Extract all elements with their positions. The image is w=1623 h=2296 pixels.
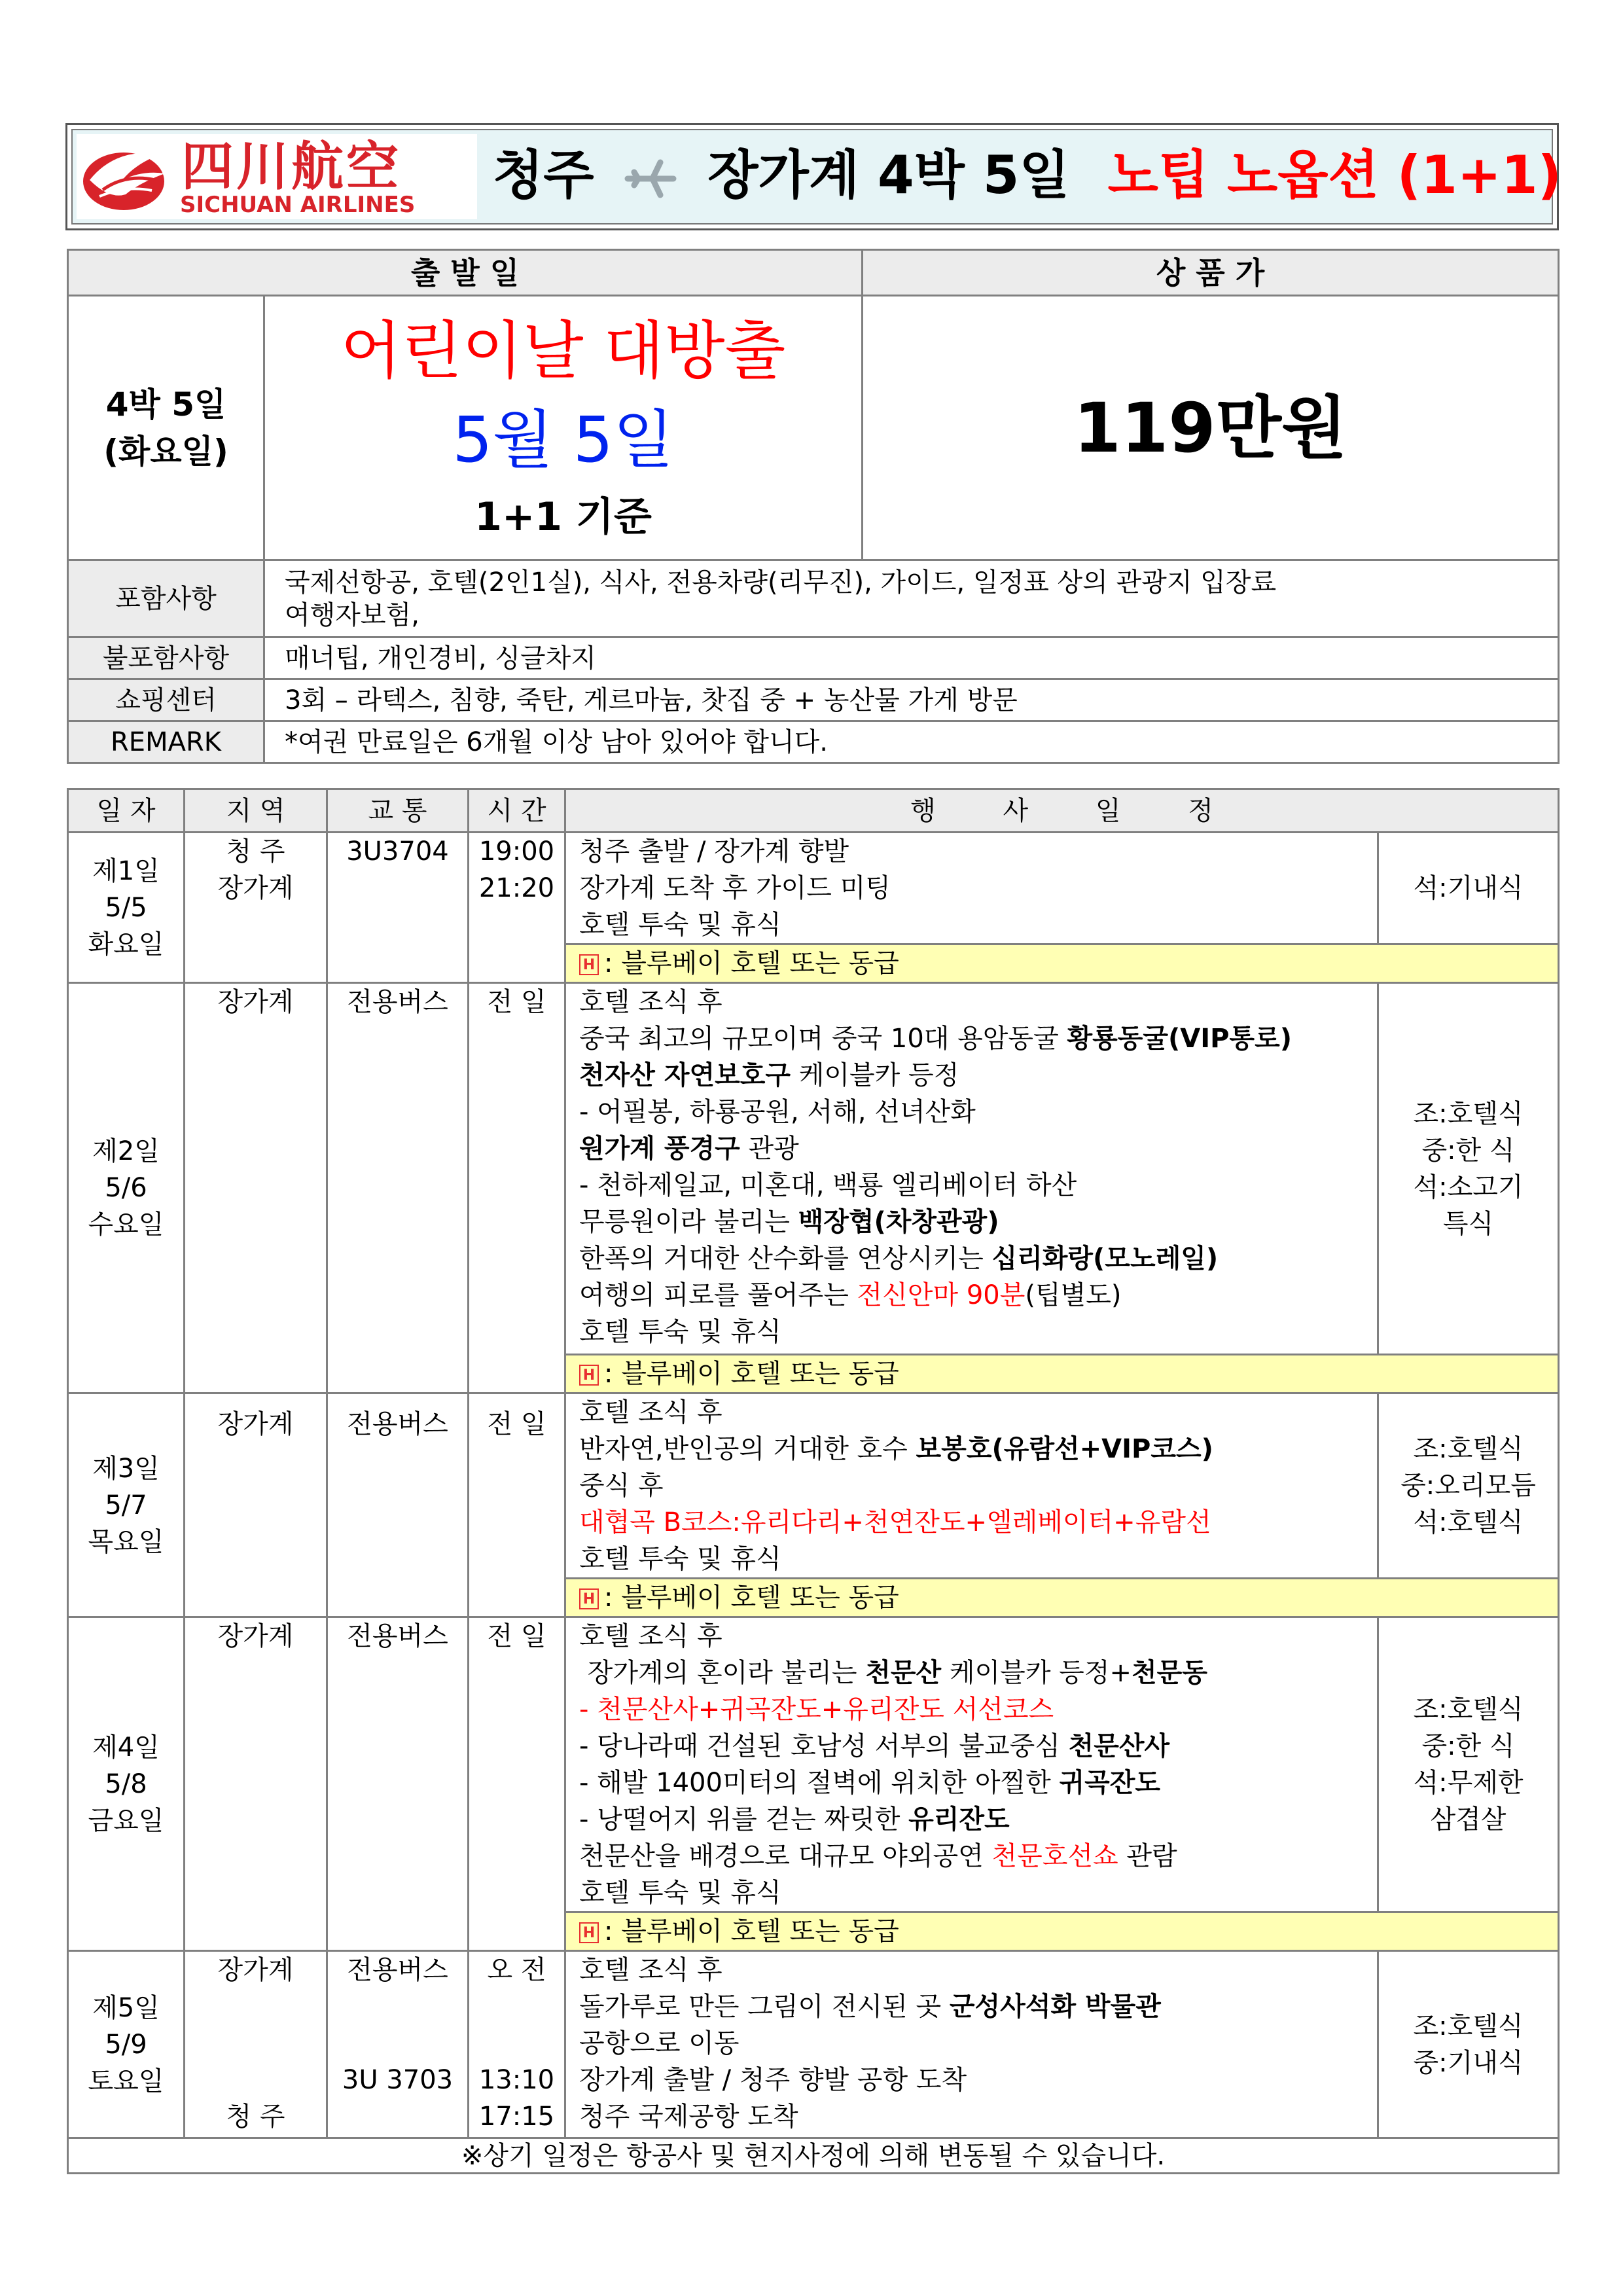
hotel-icon: H xyxy=(579,1588,599,1609)
day1-time-cell: 19:00 21:20 xyxy=(469,833,565,983)
day3-time-cell: 전 일 xyxy=(469,1393,565,1617)
footer-note: ※상기 일정은 항공사 및 현지사정에 의해 변동될 수 있습니다. xyxy=(68,2138,1559,2174)
page-title xyxy=(493,139,1561,211)
day3-region-cell: 장가계 xyxy=(185,1393,327,1617)
day5-region-cell: 장가계 청 주 xyxy=(185,1951,327,2138)
day1-meals-cell: 석:기내식 xyxy=(1378,833,1559,944)
info-table xyxy=(67,249,1560,764)
price-value: 119만원 xyxy=(1073,387,1347,468)
basis-text: 1+1 기준 xyxy=(474,493,652,540)
departure-date: 5월 5일 xyxy=(452,403,674,476)
col-header-date: 일 자 xyxy=(68,789,185,833)
day2-region-cell: 장가계 xyxy=(185,983,327,1393)
promo-text: 어린이날 대방출 xyxy=(340,314,786,387)
hotel-icon: H xyxy=(579,954,599,975)
title-destination: 장가계 4박 5일 xyxy=(707,145,1070,206)
remark-cell: *여권 만료일은 6개월 이상 남아 있어야 합니다. xyxy=(264,721,1559,763)
duration-cell xyxy=(68,296,264,560)
day3-hotel-row: H : 블루베이 호텔 또는 동급 xyxy=(565,1579,1559,1617)
col-header-region: 지 역 xyxy=(185,789,327,833)
logo-chinese-text: 四川航空 xyxy=(181,135,401,197)
included-line-1: 국제선항공, 호텔(2인1실), 식사, 전용차량(리무진), 가이드, 일정표 상의 관광지 입장료 xyxy=(285,567,1277,598)
day2-date-cell: 제2일 5/6 수요일 xyxy=(68,983,185,1393)
day4-itinerary-cell: 호텔 조식 후 장가계의 혼이라 불리는 천문산 케이블카 등정+천문동 - 천문산사+귀곡잔도+유리잔도 서선코스 - 당나라때 건설된 호남성 서부의 불교중심 천문산사 - 해발 1400미터의 절벽에 위치한 아찔한 귀곡잔도 - 낭떨어지 위를 걷는 짜릿한 유리잔도 천문산을 배경으로 대규모 야외공연 천문호선쇼 관람 호텔 투숙 및 휴식 xyxy=(565,1617,1378,1912)
day5-transport-cell: 전용버스 3U 3703 xyxy=(327,1951,469,2138)
col-header-transport: 교 통 xyxy=(327,789,469,833)
included-cell xyxy=(264,560,1559,637)
day4-time-cell: 전 일 xyxy=(469,1617,565,1951)
col-header-itinerary: 행 사 일 정 xyxy=(565,789,1559,833)
day4-meals-cell: 조:호텔식 중:한 식 석:무제한 삼겹살 xyxy=(1378,1617,1559,1912)
duration-text: 4박 5일 xyxy=(105,385,226,423)
logo-english-text: SICHUAN AIRLINES xyxy=(180,192,416,218)
day1-itinerary-cell: 청주 출발 / 장가계 향발 장가계 도착 후 가이드 미팅 호텔 투숙 및 휴식 xyxy=(565,833,1378,944)
title-origin: 청주 xyxy=(493,145,594,206)
day1-transport-cell: 3U3704 xyxy=(327,833,469,983)
col-header-time: 시 간 xyxy=(469,789,565,833)
airplane-icon xyxy=(621,139,680,211)
day3-itinerary-cell: 호텔 조식 후 반자연,반인공의 거대한 호수 보봉호(유람선+VIP코스) 중식 후 대협곡 B코스:유리다리+천연잔도+엘레베이터+유람선 호텔 투숙 및 휴식 xyxy=(565,1393,1378,1579)
included-line-2: 여행자보험, xyxy=(285,600,419,630)
shopping-label-cell: 쇼핑센터 xyxy=(68,679,264,721)
day2-itinerary-cell: 호텔 조식 후 중국 최고의 규모이며 중국 10대 용암동굴 황룡동굴(VIP통로) 천자산 자연보호구 케이블카 등정 - 어필봉, 하룡공원, 서해, 선녀산화 원가계 풍경구 관광 - 천하제일교, 미혼대, 백룡 엘리베이터 하산 무릉원이라 불리는 백장협(차창관광) 한폭의 거대한 산수화를 연상시키는 십리화랑(모노레일) 여행의 피로를 풀어주는 전신안마 90분(팁별도) 호텔 투숙 및 휴식 xyxy=(565,983,1378,1355)
day5-itinerary-cell: 호텔 조식 후 돌가루로 만든 그림이 전시된 곳 군성사석화 박물관 공항으로 이동 장가계 출발 / 청주 향발 공항 도착 청주 국제공항 도착 xyxy=(565,1951,1378,2138)
day2-meals-cell: 조:호텔식 중:한 식 석:소고기 특식 xyxy=(1378,983,1559,1355)
day4-hotel-row: H : 블루베이 호텔 또는 동급 xyxy=(565,1912,1559,1951)
day4-date-cell: 제4일 5/8 금요일 xyxy=(68,1617,185,1951)
day2-hotel-row: H : 블루베이 호텔 또는 동급 xyxy=(565,1355,1559,1393)
title-highlight: 노팁 노옵션 (1+1) xyxy=(1107,145,1562,206)
departure-header: 출 발 일 xyxy=(68,250,863,296)
included-label-cell: 포함사항 xyxy=(68,560,264,637)
day5-date-cell: 제5일 5/9 토요일 xyxy=(68,1951,185,2138)
hotel-icon: H xyxy=(579,1922,599,1943)
remark-label-cell: REMARK xyxy=(68,721,264,763)
price-header: 상 품 가 xyxy=(863,250,1559,296)
phoenix-logo-icon xyxy=(77,134,175,219)
excluded-cell: 매너팁, 개인경비, 싱글차지 xyxy=(264,637,1559,679)
day5-meals-cell: 조:호텔식 중:기내식 xyxy=(1378,1951,1559,2138)
day1-region-cell: 청 주 장가계 xyxy=(185,833,327,983)
airline-logo xyxy=(77,134,477,219)
price-cell xyxy=(863,296,1559,560)
day2-transport-cell: 전용버스 xyxy=(327,983,469,1393)
day3-meals-cell: 조:호텔식 중:오리모듬 석:호텔식 xyxy=(1378,1393,1559,1579)
day3-date-cell: 제3일 5/7 목요일 xyxy=(68,1393,185,1617)
excluded-label-cell: 불포함사항 xyxy=(68,637,264,679)
title-banner xyxy=(65,123,1562,230)
day5-time-cell: 오 전 13:10 17:15 xyxy=(469,1951,565,2138)
departure-date-cell xyxy=(264,296,863,560)
day3-transport-cell: 전용버스 xyxy=(327,1393,469,1617)
hotel-icon: H xyxy=(579,1365,599,1386)
schedule-table xyxy=(67,788,1560,2174)
day1-date-cell: 제1일 5/5 화요일 xyxy=(68,833,185,983)
day1-hotel-row: H : 블루베이 호텔 또는 동급 xyxy=(565,944,1559,983)
day4-region-cell: 장가계 xyxy=(185,1617,327,1951)
weekday-text: (화요일) xyxy=(103,432,228,471)
day4-transport-cell: 전용버스 xyxy=(327,1617,469,1951)
day2-time-cell: 전 일 xyxy=(469,983,565,1393)
shopping-cell: 3회 – 라텍스, 침향, 죽탄, 게르마늄, 찻집 중 + 농산물 가게 방문 xyxy=(264,679,1559,721)
